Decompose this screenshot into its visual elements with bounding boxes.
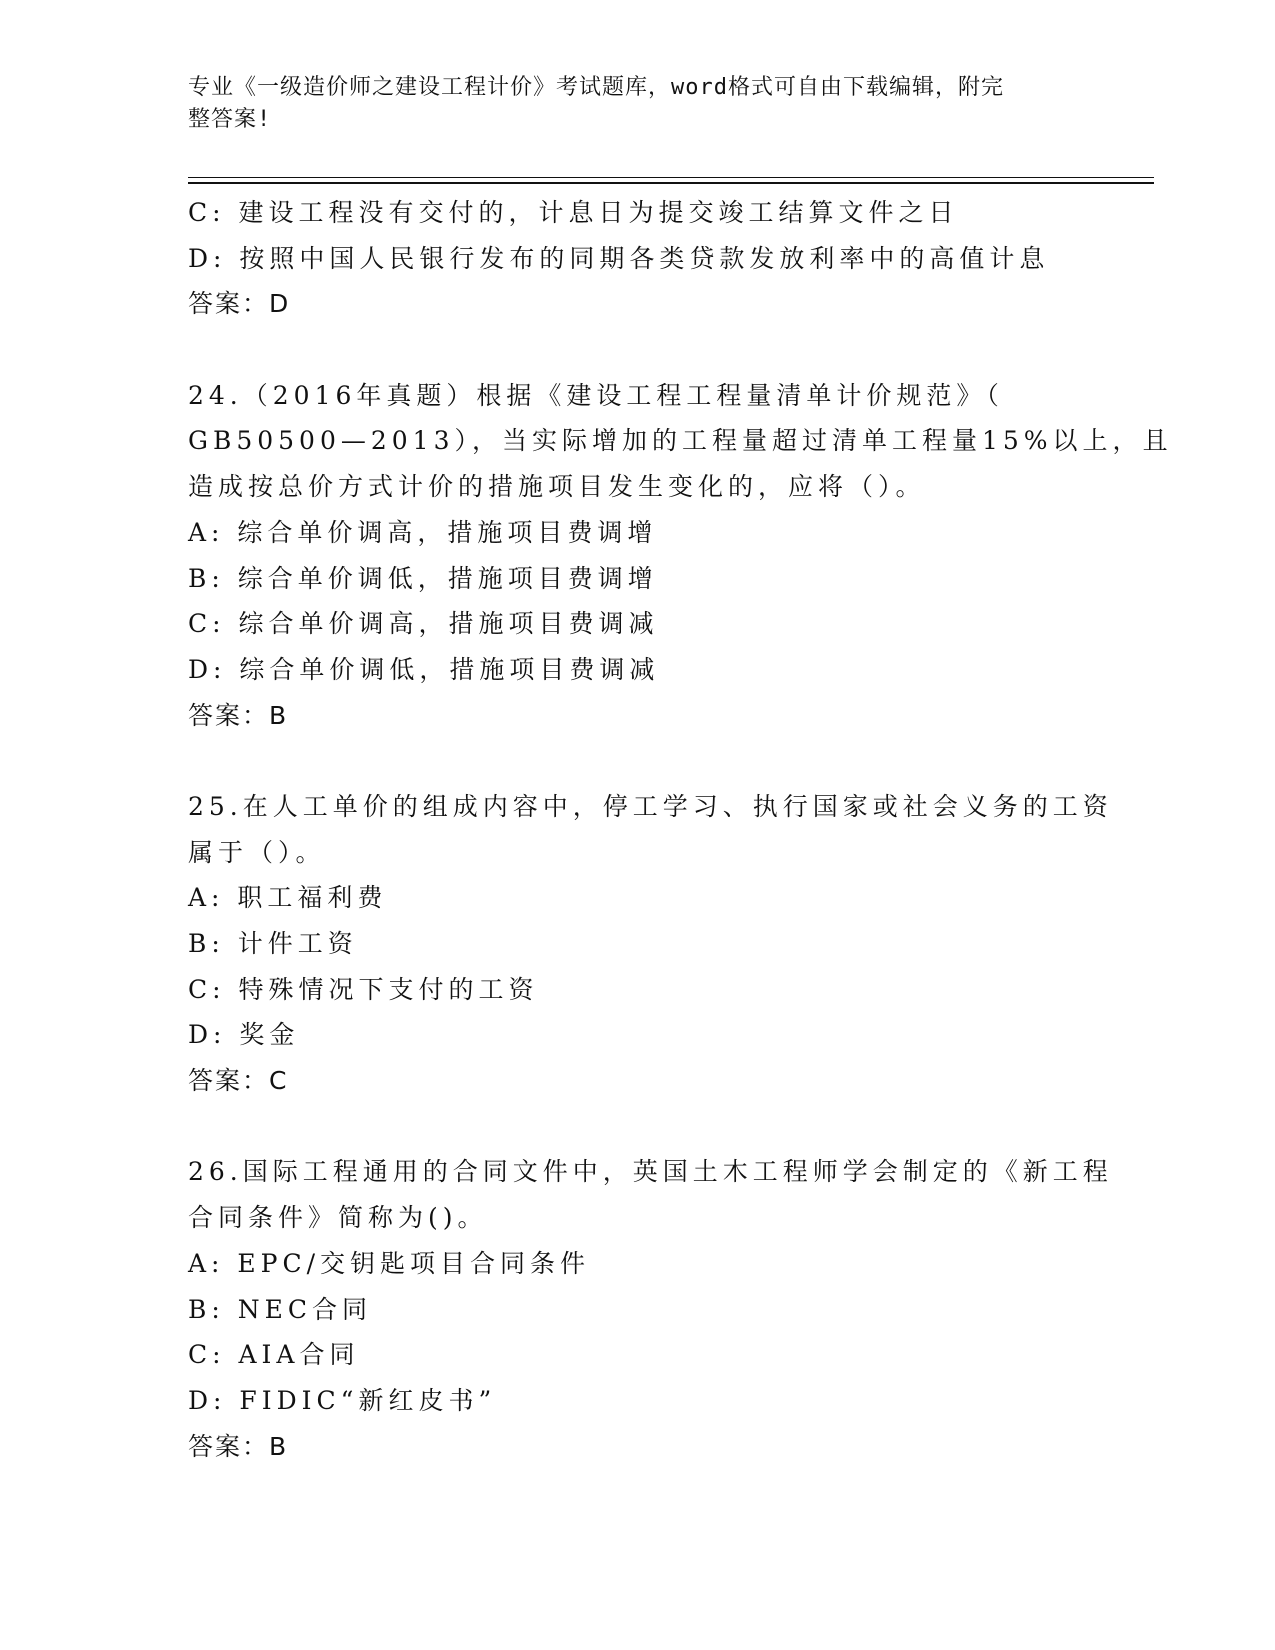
option-d: D: FIDIC“新红皮书”: [188, 1385, 497, 1415]
option-d: D: 奖金: [188, 1020, 300, 1050]
option-c: C: 综合单价调高，措施项目费调减: [188, 609, 659, 639]
answer-line: 答案：B: [188, 700, 289, 730]
answer-line: 答案：B: [188, 1431, 289, 1461]
spacer: [188, 327, 1088, 373]
option-c: C: AIA合同: [188, 1340, 360, 1370]
question-24: [188, 373, 1173, 739]
spacer: [188, 1104, 1088, 1150]
header-line-2: 整答案!: [188, 107, 272, 132]
header-divider-thin: [188, 177, 1154, 178]
option-b: B: 计件工资: [188, 929, 358, 958]
option-c: C: 建设工程没有交付的，计息日为提交竣工结算文件之日: [188, 198, 959, 227]
question-content: [188, 190, 1173, 1469]
option-c: C: 特殊情况下支付的工资: [188, 974, 539, 1004]
question-stem-line: GB50500—2013），当实际增加的工程量超过清单工程量15%以上，且: [188, 426, 1173, 456]
option-a: A: EPC/交钥匙项目合同条件: [188, 1248, 591, 1278]
question-stem-line: 属于（）。: [188, 837, 326, 867]
question-stem-line: 25.在人工单价的组成内容中，停工学习、执行国家或社会义务的工资: [188, 791, 1113, 821]
answer-line: 答案：D: [188, 289, 291, 319]
header-divider-thick: [188, 182, 1154, 184]
question-26: [188, 1149, 1113, 1469]
question-stem-line: 24.（2016年真题）根据《建设工程工程量清单计价规范》（: [188, 380, 1004, 410]
question-stem-line: 26.国际工程通用的合同文件中，英国土木工程师学会制定的《新工程: [188, 1157, 1113, 1187]
option-b: B: NEC合同: [188, 1294, 372, 1324]
header-line-1: 专业《一级造价师之建设工程计价》考试题库，word格式可自由下载编辑，附完: [188, 75, 1004, 100]
question-25: [188, 784, 1113, 1104]
answer-line: 答案：C: [188, 1066, 289, 1096]
option-a: A: 综合单价调高，措施项目费调增: [188, 517, 658, 547]
question-stem-line: 造成按总价方式计价的措施项目发生变化的，应将（）。: [188, 472, 926, 502]
option-b: B: 综合单价调低，措施项目费调增: [188, 563, 658, 593]
option-a: A: 职工福利费: [188, 883, 388, 913]
previous-question-tail: [188, 190, 1088, 327]
spacer: [188, 738, 1088, 784]
document-header: [188, 72, 1068, 136]
option-d: D: 按照中国人民银行发布的同期各类贷款发放利率中的高值计息: [188, 243, 1050, 273]
question-stem-line: 合同条件》简称为()。: [188, 1203, 488, 1233]
option-d: D: 综合单价调低，措施项目费调减: [188, 654, 660, 684]
